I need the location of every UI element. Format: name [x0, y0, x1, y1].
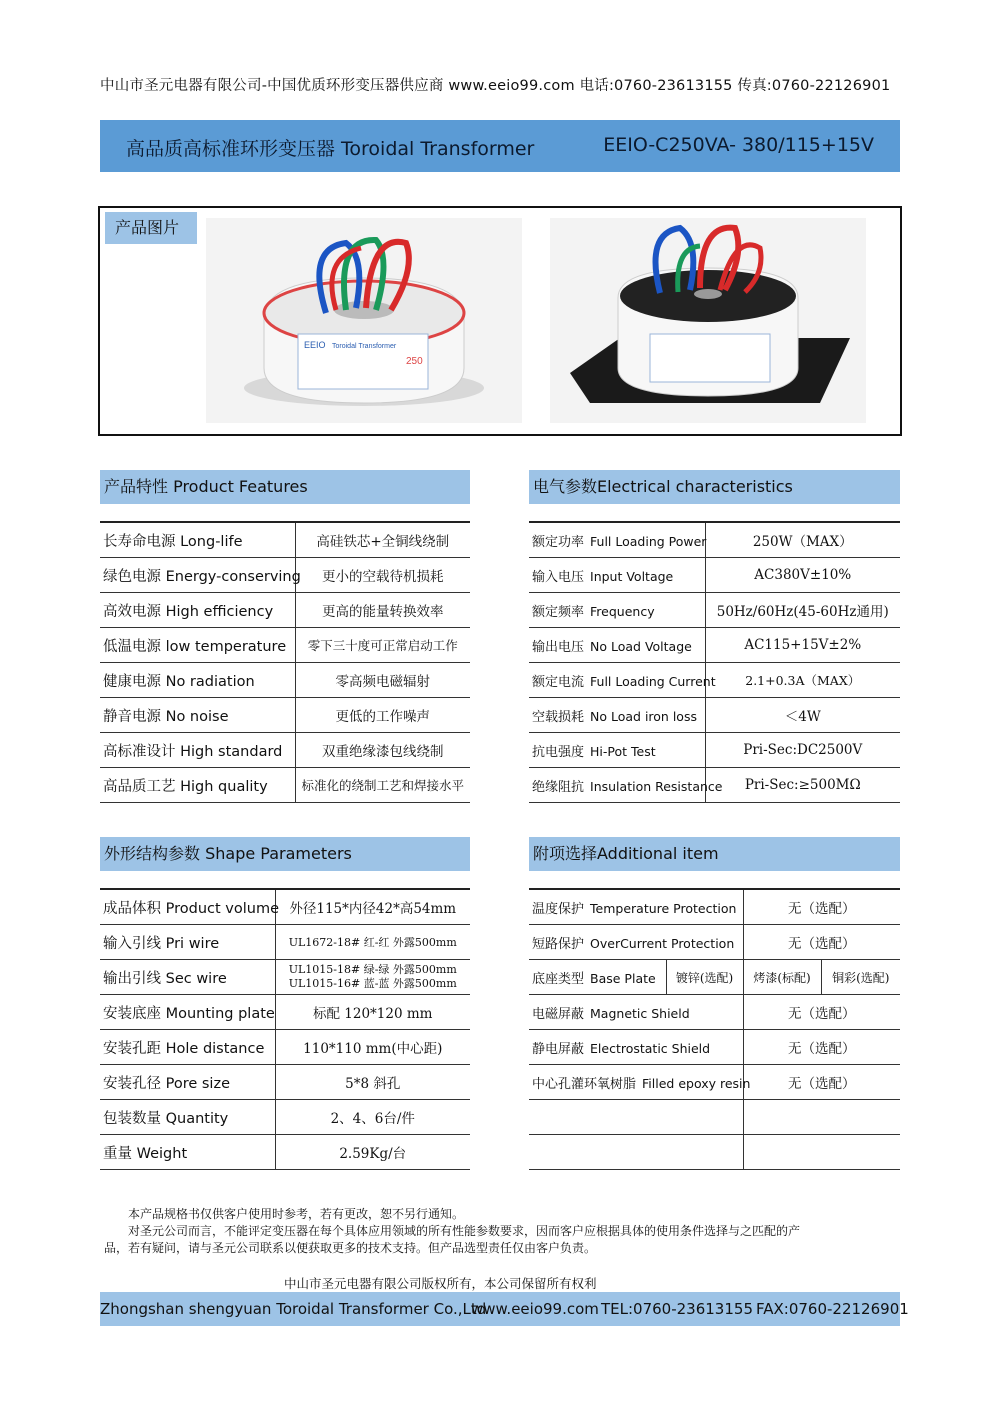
shape-key: 输出引线 Sec wire: [100, 960, 275, 995]
table-row: [100, 995, 470, 1030]
features-table: [100, 521, 470, 803]
table-row: [529, 768, 900, 803]
additional-empty: [529, 1135, 743, 1170]
shape-value: UL1672-18# 红-红 外露500mm: [275, 925, 470, 960]
shape-key: 安装孔径 Pore size: [100, 1065, 275, 1100]
note-line-1: 本产品规格书仅供客户使用时参考，若有更改，恕不另行通知。: [128, 1207, 465, 1221]
additional-empty-value: [743, 1135, 900, 1170]
electrical-value: 2.1+0.3A（MAX）: [705, 663, 900, 698]
feature-value: 零下三十度可正常启动工作: [295, 628, 470, 663]
shape-value-line1: UL1015-18# 绿-绿 外露500mm: [288, 963, 457, 976]
additional-value: 无（选配）: [743, 889, 900, 925]
footer-website[interactable]: www.eeio99.com: [471, 1300, 599, 1318]
product-title: 高品质高标准环形变压器 Toroidal Transformer: [126, 138, 535, 160]
additional-key-cn: 电磁屏蔽: [532, 1006, 585, 1022]
table-row: [529, 558, 900, 593]
additional-empty-value: [743, 1100, 900, 1135]
table-row: [529, 1100, 900, 1135]
additional-key-en: OverCurrent Protection: [590, 935, 735, 951]
shape-value: 外径115*内径42*高54mm: [275, 889, 470, 925]
additional-heading: 附项选择Additional item: [529, 837, 900, 871]
electrical-value: ＜4W: [705, 698, 900, 733]
feature-value: 更低的工作噪声: [295, 698, 470, 733]
table-row: [529, 1030, 900, 1065]
additional-value: 无（选配）: [743, 1030, 900, 1065]
additional-table: [529, 888, 900, 1170]
product-photo-box: [98, 206, 902, 436]
footer-band: [100, 1292, 909, 1326]
additional-key-en: Base Plate: [590, 970, 656, 986]
electrical-key-en: Full Loading Current: [590, 673, 716, 689]
shape-value: 标配 120*120 mm: [275, 995, 470, 1030]
electrical-key-en: Hi-Pot Test: [590, 743, 656, 759]
shape-table: [100, 888, 470, 1170]
table-row: [100, 925, 470, 960]
additional-value: 无（选配）: [743, 995, 900, 1030]
table-row: [100, 628, 470, 663]
shape-value: 110*110 mm(中心距): [275, 1030, 470, 1065]
shape-key: 包装数量 Quantity: [100, 1100, 275, 1135]
electrical-key-en: Input Voltage: [590, 568, 674, 584]
disclaimer-note: [104, 1206, 894, 1257]
electrical-value: AC380V±10%: [705, 558, 900, 593]
footer-fax: FAX:0760-22126901: [756, 1300, 909, 1318]
note-line-3: 品，若有疑问，请与圣元公司联系以便获取更多的技术支持。但产品选型责任仅由客户负责。: [104, 1241, 597, 1255]
footer-tel: TEL:0760-23613155: [601, 1300, 753, 1318]
feature-key: 健康电源 No radiation: [100, 663, 295, 698]
product-label-text: Toroidal Transformer: [332, 343, 397, 350]
table-row: [529, 698, 900, 733]
table-row: [529, 522, 900, 558]
additional-key-cn: 短路保护: [532, 936, 585, 952]
table-row: [529, 663, 900, 698]
table-row: [529, 889, 900, 925]
photo-label: 产品图片: [105, 212, 197, 244]
table-row: [529, 593, 900, 628]
footer-company: Zhongshan shengyuan Toroidal Transformer Co.,Ltd: [100, 1300, 487, 1318]
note-line-2: 对圣元公司而言，不能评定变压器在每个具体应用领域的所有性能参数要求，因而客户应根据具体的使用条件选择与之匹配的产: [128, 1224, 801, 1238]
table-row: [100, 733, 470, 768]
table-row: [100, 1030, 470, 1065]
additional-key-cn: 底座类型: [532, 971, 585, 987]
features-heading: 产品特性 Product Features: [100, 470, 470, 504]
feature-value: 零高频电磁辐射: [295, 663, 470, 698]
electrical-value: AC115+15V±2%: [705, 628, 900, 663]
electrical-key-cn: 输出电压: [532, 639, 585, 655]
table-row: [100, 960, 470, 995]
product-label-rating: 250: [406, 356, 423, 367]
electrical-key-cn: 抗电强度: [532, 744, 585, 760]
feature-key: 低温电源 low temperature: [100, 628, 295, 663]
product-photo-with-base: [550, 218, 866, 423]
additional-key-en: Temperature Protection: [590, 900, 737, 916]
electrical-heading: 电气参数Electrical characteristics: [529, 470, 900, 504]
shape-key: 安装孔距 Hole distance: [100, 1030, 275, 1065]
additional-key-cn: 静电屏蔽: [532, 1041, 585, 1057]
table-row: [100, 663, 470, 698]
feature-key: 高效电源 High efficiency: [100, 593, 295, 628]
electrical-value: Pri-Sec:DC2500V: [705, 733, 900, 768]
product-model: EEIO-C250VA- 380/115+15V: [603, 134, 874, 156]
product-photo-front: [206, 218, 522, 423]
feature-value: 双重绝缘漆包线绕制: [295, 733, 470, 768]
table-row: [529, 960, 900, 995]
table-row: [529, 1135, 900, 1170]
table-row: [100, 522, 470, 558]
additional-value: 无（选配）: [743, 925, 900, 960]
feature-key: 高品质工艺 High quality: [100, 768, 295, 803]
feature-value: 高硅铁芯+全铜线绕制: [295, 522, 470, 558]
shape-key: 重量 Weight: [100, 1135, 275, 1170]
shape-value: 2、4、6台/件: [275, 1100, 470, 1135]
feature-key: 长寿命电源 Long-life: [100, 522, 295, 558]
electrical-key-cn: 额定电流: [532, 674, 585, 690]
additional-key-en: Electrostatic Shield: [590, 1040, 711, 1056]
shape-value: 5*8 斜孔: [275, 1065, 470, 1100]
shape-heading: 外形结构参数 Shape Parameters: [100, 837, 470, 871]
table-row: [100, 889, 470, 925]
additional-key-en: Magnetic Shield: [590, 1005, 690, 1021]
table-row: [100, 1065, 470, 1100]
shape-key: 安装底座 Mounting plate: [100, 995, 275, 1030]
electrical-value: Pri-Sec:≥500MΩ: [705, 768, 900, 803]
shape-value: [275, 960, 470, 995]
feature-key: 绿色电源 Energy-conserving: [100, 558, 295, 593]
base-plate-option-painted: 烤漆(标配): [743, 960, 821, 995]
additional-value: 无（选配）: [743, 1065, 900, 1100]
feature-value: 标准化的绕制工艺和焊接水平: [295, 768, 470, 803]
table-row: [100, 768, 470, 803]
electrical-key-cn: 额定频率: [532, 604, 585, 620]
electrical-table: [529, 521, 900, 803]
header-contact-line: 中山市圣元电器有限公司-中国优质环形变压器供应商 www.eeio99.com 电话:0760-23613155 传真:0760-22126901: [100, 78, 891, 94]
additional-key-en: Filled epoxy resin: [642, 1075, 751, 1091]
feature-key: 高标准设计 High standard: [100, 733, 295, 768]
electrical-key-en: Frequency: [590, 603, 655, 619]
feature-key: 静音电源 No noise: [100, 698, 295, 733]
electrical-key-en: Full Loading Power: [590, 533, 707, 549]
shape-key: 成品体积 Product volume: [100, 889, 275, 925]
additional-empty: [529, 1100, 743, 1135]
base-plate-option-galvanized: 镀锌(选配): [666, 960, 743, 995]
table-row: [100, 1100, 470, 1135]
electrical-key-cn: 绝缘阻抗: [532, 779, 585, 795]
table-row: [529, 628, 900, 663]
electrical-key-en: Insulation Resistance: [590, 778, 723, 794]
table-row: [100, 698, 470, 733]
feature-value: 更小的空载待机损耗: [295, 558, 470, 593]
additional-key-cn: 中心孔灌环氧树脂: [532, 1076, 637, 1092]
electrical-value: 50Hz/60Hz(45-60Hz通用): [705, 593, 900, 628]
product-label-brand: EEIO: [304, 340, 326, 350]
copyright: 中山市圣元电器有限公司版权所有，本公司保留所有权利: [284, 1276, 597, 1291]
electrical-value: 250W（MAX）: [705, 522, 900, 558]
shape-value: 2.59Kg/台: [275, 1135, 470, 1170]
table-row: [100, 558, 470, 593]
base-plate-option-copper: 铜彩(选配): [821, 960, 900, 995]
feature-value: 更高的能量转换效率: [295, 593, 470, 628]
electrical-key-en: No Load Voltage: [590, 638, 692, 654]
electrical-key-cn: 输入电压: [532, 569, 585, 585]
electrical-key-cn: 额定功率: [532, 534, 585, 550]
shape-value-line2: UL1015-16# 蓝-蓝 外露500mm: [288, 977, 457, 990]
table-row: [529, 925, 900, 960]
table-row: [529, 995, 900, 1030]
title-band: [100, 120, 900, 172]
electrical-key-cn: 空载损耗: [532, 709, 585, 725]
additional-key-cn: 温度保护: [532, 901, 585, 917]
table-row: [529, 1065, 900, 1100]
table-row: [100, 1135, 470, 1170]
shape-key: 输入引线 Pri wire: [100, 925, 275, 960]
table-row: [100, 593, 470, 628]
table-row: [529, 733, 900, 768]
electrical-key-en: No Load iron loss: [590, 708, 697, 724]
